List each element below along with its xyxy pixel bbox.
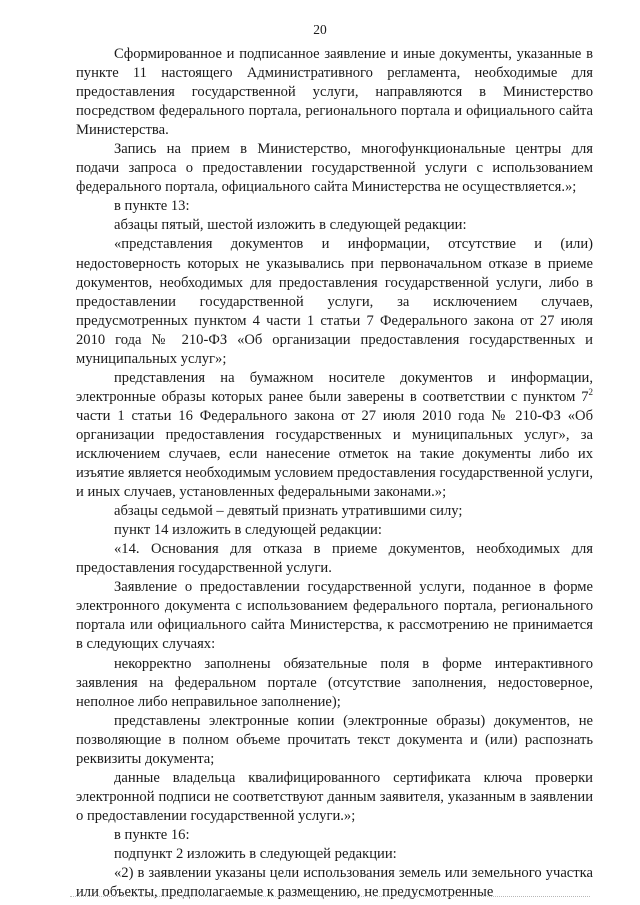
paragraph-portal-submission: Сформированное и подписанное заявление и иные документы, указанные в пункте 11 настоящего Административного регламента, необходимые для предоставления государственной услуги, направляются в Министерство посредством федерального портала, регионального портала и официального сайта Министерства. (76, 46, 593, 139)
paragraph-subitem-2-text: «2) в заявлении указаны цели использования земель или земельного участка или объекты, предполагаемые к размещению, не предусмотренные (76, 865, 593, 901)
paragraph-paper-documents-start: представления на бумажном носителе документов и информации, электронные образы которых ранее были заверены в соответствии с пунктом 7 (76, 369, 593, 405)
paragraph-item-13-heading: в пункте 13: (114, 198, 190, 215)
paragraph-documents-information: «представления документов и информации, отсутствие и (или) недостоверность которых не указывались при первоначальном отказе в приеме документов, необходимых для предоставления государственной услуги, либо в предоставлении государственной услуги, за исключением случаев, предусмотренных пунктом 4 части 1 статьи 7 Федерального закона от 27 июля 2010 года № 210-ФЗ «Об организации предоставления государственных и муниципальных услуг»; (76, 236, 593, 367)
paragraph-item-14-heading: пункт 14 изложить в следующей редакции: (114, 522, 382, 539)
paragraph-item-14-grounds: «14. Основания для отказа в приеме документов, необходимых для предоставления государственной услуги. (76, 541, 593, 577)
page-number: 20 (313, 22, 327, 37)
paragraph-electronic-application: Заявление о предоставлении государственной услуги, поданное в форме электронного документа с использованием федерального портала, регионального портала или официального сайта Министерства, к рассмотрению не принимается в следующих случаях: (76, 579, 593, 653)
scan-edge-line (70, 896, 590, 897)
paragraph-incorrect-fields: некорректно заполнены обязательные поля в форме интерактивного заявления на федеральном портале (отсутствие заполнения, недостоверное, неполное либо неправильное заполнение); (76, 655, 593, 710)
paragraph-appointment-booking: Запись на прием в Министерство, многофункциональные центры для подачи запроса о предоставлении государственной услуги с использованием федерального портала, официального сайта Министерства не осуществляется.»; (76, 141, 593, 196)
superscript-note: 2 (588, 386, 593, 397)
document-body (76, 45, 593, 902)
paragraph-repeal-seventh-ninth: абзацы седьмой – девятый признать утратившими силу; (114, 503, 463, 520)
paragraph-paper-documents-end: части 1 статьи 16 Федерального закона от 27 июля 2010 года № 210-ФЗ «Об организации предоставления государственных и муниципальных услуг», за исключением случаев, если нанесение отметок на такие документы либо их изъятие является необходимым условием предоставления государственной услуги, и иных случаев, установленных федеральными законами.»; (76, 407, 593, 501)
paragraph-item-16-heading: в пункте 16: (114, 826, 190, 843)
paragraph-paper-documents (76, 369, 593, 502)
paragraph-electronic-copies: представлены электронные копии (электронные образы) документов, не позволяющие в полном объеме прочитать текст документа и (или) распознать реквизиты документа; (76, 712, 593, 767)
paragraph-amend-fifth-sixth: абзацы пятый, шестой изложить в следующей редакции: (114, 217, 467, 234)
paragraph-certificate-mismatch: данные владельца квалифицированного сертификата ключа проверки электронной подписи не соответствуют данным заявителя, указанным в заявлении о предоставлении государственной услуги.»; (76, 769, 593, 824)
paragraph-subitem-2-heading: подпункт 2 изложить в следующей редакции: (114, 845, 397, 862)
